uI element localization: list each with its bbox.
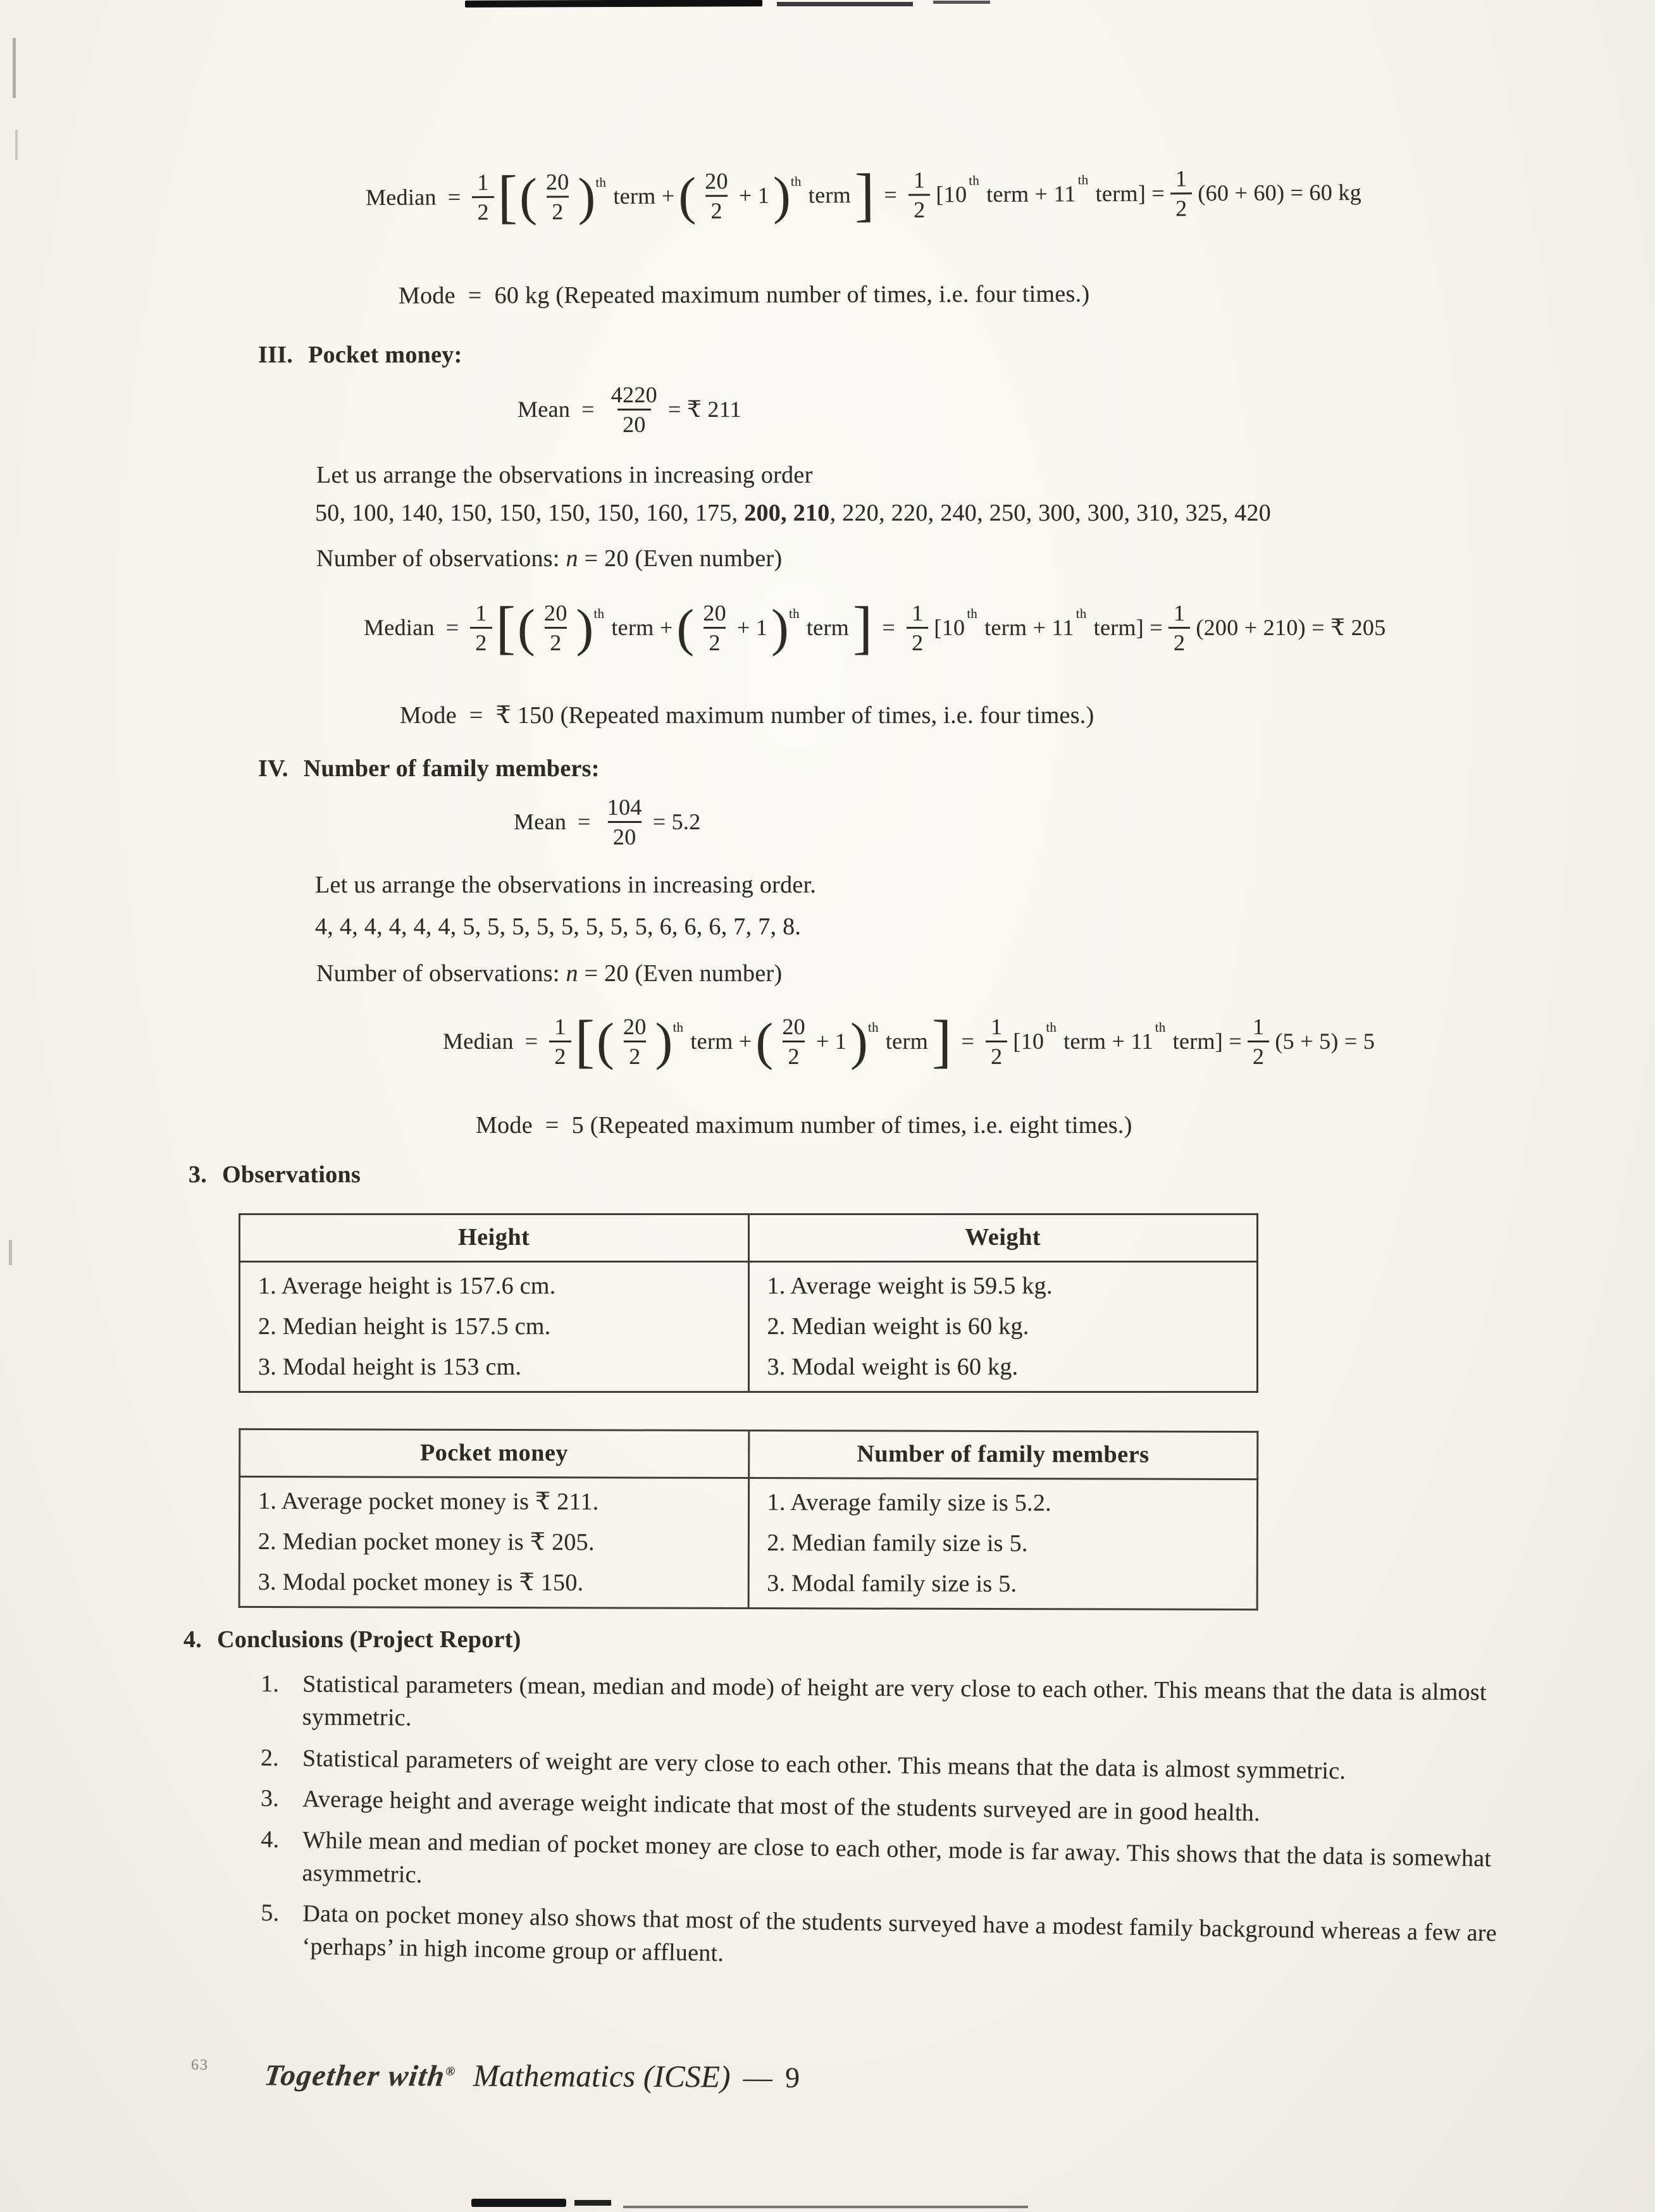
fraction-denominator: 2 <box>907 627 928 655</box>
mode-family-line <box>476 1109 1655 1141</box>
mean-family-formula <box>514 794 701 850</box>
variable-n: n <box>566 960 578 987</box>
conclusion-number: 4. <box>261 1826 280 1853</box>
bracket: ( <box>518 598 536 657</box>
fraction <box>698 600 731 656</box>
median-weight-formula <box>366 163 1361 228</box>
superscript: th <box>969 173 980 188</box>
table-cell: 1. Average pocket money is ₹ 211. <box>239 1476 748 1523</box>
table-cell: 1. Average weight is 59.5 kg. <box>748 1262 1258 1307</box>
bracket: ) <box>655 1012 673 1071</box>
section-number: III. <box>258 341 294 368</box>
family-members-data-line: 4, 4, 4, 4, 4, 4, 5, 5, 5, 5, 5, 5, 5, 5, 6, 6, 6, 7, 7, 8. <box>315 913 802 940</box>
formula-text: Mean <box>518 396 571 422</box>
bracket: ] <box>854 162 875 228</box>
mode-label: Mode <box>400 701 457 729</box>
fraction <box>1168 600 1190 656</box>
bracket: ) <box>578 167 596 226</box>
section-number: IV. <box>258 755 288 782</box>
fraction-denominator: 2 <box>549 1041 571 1069</box>
formula-text: = <box>884 182 898 207</box>
formula-text: term <box>885 1029 929 1054</box>
table-cell: 3. Modal family size is 5. <box>748 1563 1258 1609</box>
fraction-numerator: 1 <box>477 170 489 195</box>
fraction-numerator: 104 <box>607 794 642 820</box>
superscript: th <box>593 606 605 622</box>
bracket: ) <box>771 598 790 657</box>
formula-text: = <box>447 184 461 210</box>
formula-text: term <box>808 182 852 208</box>
fraction-denominator: 2 <box>783 1041 804 1069</box>
table-header: Number of family members <box>748 1430 1258 1479</box>
heading-title: Observations <box>222 1161 361 1188</box>
fraction <box>541 169 574 225</box>
fraction <box>907 600 928 656</box>
footer-book-title: Mathematics (ICSE) <box>473 2058 731 2094</box>
formula-text: Mean <box>514 808 567 834</box>
formula-text: Median <box>443 1029 514 1054</box>
pocket-family-table <box>239 1428 1259 1610</box>
bracket: [ <box>495 595 516 660</box>
formula-text: [10 <box>934 615 965 641</box>
bracket: ] <box>932 1009 952 1074</box>
table-header: Height <box>240 1214 749 1261</box>
superscript: th <box>1046 1020 1057 1035</box>
fraction-numerator: 1 <box>554 1013 566 1039</box>
formula-text: term + <box>690 1029 752 1054</box>
superscript: th <box>789 606 800 622</box>
table-cell: 1. Average height is 157.6 cm. <box>240 1262 749 1307</box>
conclusion-number: 3. <box>260 1785 280 1812</box>
fraction <box>700 168 733 224</box>
formula-text: term + <box>613 183 675 209</box>
fraction <box>618 1014 652 1070</box>
fraction <box>472 170 494 225</box>
section-title: Number of family members: <box>303 755 600 782</box>
fraction <box>470 600 492 656</box>
fraction-numerator: 1 <box>1175 166 1187 192</box>
superscript: th <box>673 1020 684 1035</box>
bracket: ( <box>519 168 538 226</box>
registered-mark: ® <box>445 2064 457 2079</box>
footer-dash: — <box>743 2061 773 2094</box>
conclusion-text: While mean and median of pocket money are close to each other, mode is far away. This shows that the data is somewhat asymmetric. <box>302 1827 1492 1888</box>
table-cell: 1. Average family size is 5.2. <box>748 1478 1258 1524</box>
formula-text: + 1 <box>815 1029 847 1054</box>
table-row <box>240 1262 1258 1307</box>
conclusion-number: 1. <box>261 1671 280 1698</box>
formula-text: = <box>961 1029 975 1054</box>
conclusion-text: Statistical parameters (mean, median and mode) of height are very close to each other. This means that the data is almost symmetric. <box>302 1671 1487 1731</box>
variable-n: n <box>566 545 578 572</box>
fraction-numerator: 20 <box>623 1013 647 1039</box>
formula-text: = <box>581 396 595 422</box>
superscript: th <box>790 173 802 189</box>
observation-count-line <box>316 958 1655 989</box>
formula-text: [10 <box>936 182 967 207</box>
conclusion-number: 5. <box>261 1900 280 1927</box>
observations-heading <box>189 1159 1655 1190</box>
fraction-numerator: 20 <box>703 600 726 626</box>
table-header: Pocket money <box>240 1429 749 1478</box>
fraction-denominator: 2 <box>705 195 728 223</box>
table-row <box>240 1306 1258 1347</box>
section-heading-pocket-money <box>258 339 1655 371</box>
conclusion-text: Statistical parameters of weight are very close to each other. This means that the data is almost symmetric. <box>302 1745 1346 1784</box>
arrange-observations-line: Let us arrange the observations in increasing order. <box>315 871 817 898</box>
fraction-numerator: 1 <box>912 600 924 626</box>
formula-text: + 1 <box>736 615 768 641</box>
observation-count-text: = 20 (Even number) <box>578 545 783 572</box>
fraction-numerator: 20 <box>545 169 569 195</box>
superscript: th <box>1075 606 1087 622</box>
observation-count-text: Number of observations: <box>316 545 566 572</box>
fraction-numerator: 4220 <box>611 381 657 407</box>
mode-label: Mode <box>398 281 456 309</box>
observation-count-line <box>316 543 1655 574</box>
footer <box>191 2054 1655 2101</box>
fraction-denominator: 2 <box>545 627 566 655</box>
bracket: ] <box>853 595 873 660</box>
table-row <box>239 1562 1257 1609</box>
section-heading-family-members <box>258 753 1655 784</box>
formula-text: term] = <box>1093 615 1163 641</box>
pocket-money-data-line <box>315 497 1655 529</box>
formula-text: term + <box>611 615 673 641</box>
fraction <box>602 794 647 850</box>
conclusion-number: 2. <box>260 1744 280 1772</box>
fraction <box>777 1014 810 1070</box>
equals-sign: = <box>468 281 482 309</box>
table-cell: 3. Modal pocket money is ₹ 150. <box>239 1562 748 1608</box>
publisher-logo <box>262 2056 458 2096</box>
formula-text: + 1 <box>738 182 770 209</box>
conclusion-text: Data on pocket money also shows that most of the students surveyed have a modest family background whereas a few are ‘perhaps’ in high income group or affluent. <box>302 1900 1497 1967</box>
fraction-denominator: 20 <box>617 409 651 437</box>
superscript: th <box>868 1020 879 1035</box>
table-cell: 3. Modal height is 153 cm. <box>240 1347 749 1392</box>
data-values-median-pair: 200, 210 <box>744 499 830 526</box>
fraction-denominator: 20 <box>608 821 642 850</box>
fraction-denominator: 2 <box>1168 627 1190 655</box>
heading-number: 3. <box>189 1161 208 1188</box>
bracket: ( <box>678 166 697 225</box>
fraction <box>1170 166 1193 221</box>
fraction <box>539 600 573 656</box>
table-cell: 2. Median pocket money is ₹ 205. <box>239 1521 748 1563</box>
heading-number: 4. <box>183 1626 202 1653</box>
formula-text: (200 + 210) = ₹ 205 <box>1196 615 1386 641</box>
mode-value: 60 kg (Repeated maximum number of times, i.e. four times.) <box>494 280 1090 309</box>
median-pocket-money-formula <box>364 595 1386 660</box>
formula-text: term + 11 <box>986 181 1076 207</box>
mode-value: 5 (Repeated maximum number of times, i.e. eight times.) <box>571 1111 1132 1139</box>
equals-sign: = <box>545 1111 559 1139</box>
section-title: Pocket money: <box>308 341 462 368</box>
table-cell: 2. Median height is 157.5 cm. <box>240 1306 749 1347</box>
formula-text: Median <box>364 615 435 641</box>
table-cell: 2. Median family size is 5. <box>748 1523 1258 1564</box>
fraction-denominator: 2 <box>547 196 569 225</box>
fraction <box>908 167 931 223</box>
fraction-denominator: 2 <box>624 1041 645 1069</box>
table-header-row <box>240 1429 1258 1479</box>
bracket: ( <box>597 1012 615 1071</box>
formula-text: term] = <box>1095 180 1165 207</box>
table-cell: 2. Median weight is 60 kg. <box>748 1306 1258 1347</box>
fraction <box>606 382 662 438</box>
data-values: , 220, 220, 240, 250, 300, 300, 310, 325, 420 <box>829 499 1272 526</box>
conclusion-item <box>261 1668 1655 1743</box>
formula-text: term + 11 <box>984 615 1074 641</box>
fraction-numerator: 20 <box>544 600 567 626</box>
formula-text: = ₹ 211 <box>667 396 741 422</box>
superscript: th <box>1155 1020 1166 1035</box>
formula-text: = <box>445 615 459 641</box>
table-row <box>240 1347 1258 1392</box>
fraction-denominator: 2 <box>472 196 494 225</box>
mode-pocket-money-line <box>400 700 1655 731</box>
superscript: th <box>967 606 978 622</box>
fraction-numerator: 1 <box>991 1013 1003 1039</box>
formula-text: = <box>524 1029 538 1054</box>
fraction-numerator: 1 <box>913 167 926 193</box>
formula-text: term + 11 <box>1063 1029 1153 1054</box>
bracket: ) <box>772 166 791 225</box>
median-family-formula <box>443 1009 1375 1074</box>
table-row <box>239 1476 1257 1524</box>
formula-text: = 5.2 <box>652 808 701 834</box>
fraction-denominator: 2 <box>908 194 931 223</box>
fraction-denominator: 2 <box>470 627 492 655</box>
formula-text: term] = <box>1172 1029 1243 1054</box>
superscript: th <box>1077 172 1089 188</box>
bracket: [ <box>497 164 518 230</box>
height-weight-table <box>239 1213 1258 1393</box>
formula-text: Median <box>365 184 437 211</box>
table-header: Weight <box>748 1214 1258 1261</box>
bracket: ( <box>755 1012 774 1071</box>
printer-stamp: 63 <box>191 2056 209 2073</box>
fraction-denominator: 2 <box>1248 1041 1269 1069</box>
formula-text: = <box>578 808 591 834</box>
fraction <box>549 1014 571 1070</box>
fraction-numerator: 20 <box>782 1013 805 1039</box>
bracket: ( <box>676 598 695 657</box>
arrange-observations-line: Let us arrange the observations in increasing order <box>316 461 813 488</box>
heading-title: Conclusions (Project Report) <box>217 1626 521 1653</box>
publisher-logo-text: Together with <box>262 2058 447 2093</box>
formula-text: = <box>882 615 896 641</box>
fraction-numerator: 1 <box>475 600 487 626</box>
mode-label: Mode <box>476 1111 533 1139</box>
formula-text: [10 <box>1013 1029 1044 1054</box>
fraction <box>1248 1014 1269 1070</box>
mode-value: ₹ 150 (Repeated maximum number of times, i.e. four times.) <box>495 701 1094 729</box>
table-row <box>239 1521 1257 1564</box>
fraction <box>986 1014 1007 1070</box>
fraction-denominator: 2 <box>704 627 725 655</box>
bracket: [ <box>574 1009 595 1074</box>
mode-weight-line <box>399 276 1655 311</box>
conclusion-item <box>260 1824 1655 1911</box>
fraction-numerator: 20 <box>705 168 728 194</box>
fraction-numerator: 1 <box>1174 600 1186 626</box>
observation-count-text: = 20 (Even number) <box>578 960 783 987</box>
conclusion-item <box>260 1897 1655 1986</box>
fraction-denominator: 2 <box>1170 193 1193 221</box>
formula-text: (60 + 60) = 60 kg <box>1198 179 1362 206</box>
conclusions-list <box>260 1668 1655 1967</box>
formula-text: term <box>806 615 850 641</box>
table-header-row <box>240 1214 1258 1261</box>
formula-text: (5 + 5) = 5 <box>1275 1029 1375 1054</box>
equals-sign: = <box>469 701 483 729</box>
table-cell: 3. Modal weight is 60 kg. <box>748 1347 1258 1392</box>
conclusions-heading <box>183 1624 1655 1655</box>
bracket: ) <box>850 1012 869 1071</box>
fraction-denominator: 2 <box>986 1041 1007 1069</box>
mean-pocket-money-formula <box>518 382 741 438</box>
superscript: th <box>595 175 607 190</box>
conclusion-text: Average height and average weight indicate that most of the students surveyed are in good health. <box>302 1786 1261 1827</box>
fraction-numerator: 1 <box>1253 1013 1265 1039</box>
data-values: 50, 100, 140, 150, 150, 150, 150, 160, 175, <box>315 499 745 526</box>
conclusion-item <box>261 1742 1655 1792</box>
footer-page-number: 9 <box>784 2061 800 2094</box>
bracket: ) <box>576 598 594 657</box>
observation-count-text: Number of observations: <box>316 960 566 987</box>
